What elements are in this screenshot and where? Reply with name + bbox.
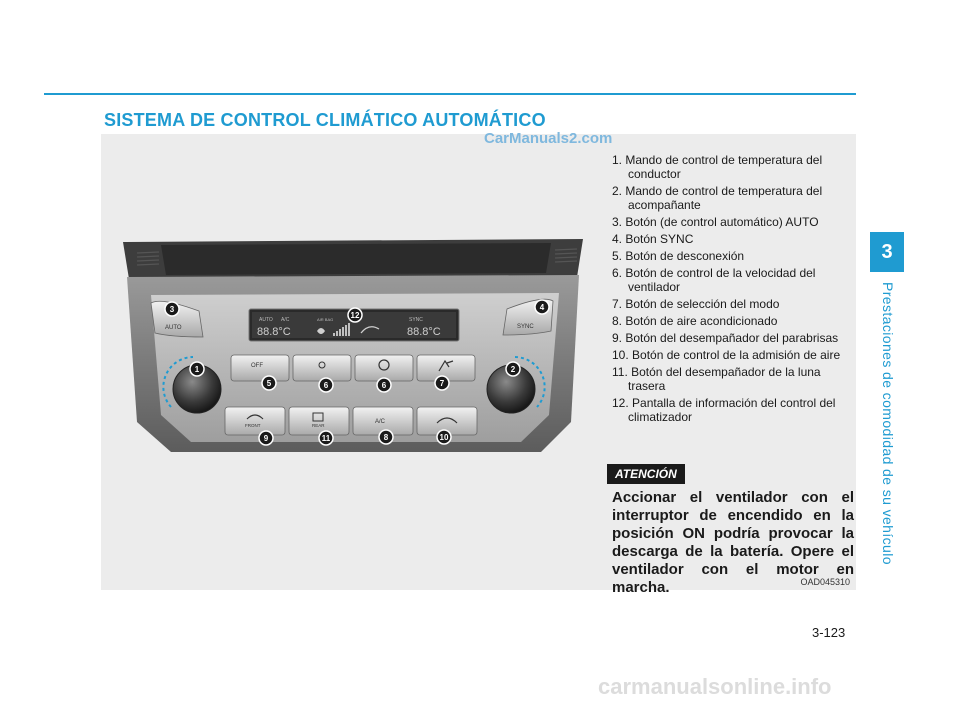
legend-item: 9. Botón del desempañador del parabrisas [612, 331, 839, 345]
legend-item: 7. Botón de selección del modo [612, 297, 780, 311]
svg-text:11: 11 [321, 434, 331, 443]
display-auto-label: AUTO [259, 317, 273, 323]
callout-8 [379, 430, 393, 444]
fan-speed-down-button[interactable] [293, 355, 351, 381]
section-title: SISTEMA DE CONTROL CLIMÁTICO AUTOMÁTICO [104, 110, 546, 130]
caution-text: Accionar el ventilador con el interruptor de encendido en la posición ON podría provocar la descarga de la batería. Opere el ventilador con el motor en marcha. [612, 489, 854, 596]
legend-item: 12. Pantalla de información del control del climatizador [612, 396, 836, 424]
callout-1 [190, 362, 204, 376]
svg-text:6: 6 [323, 381, 329, 390]
svg-text:2: 2 [510, 365, 516, 374]
page-number: 3-123 [812, 625, 846, 640]
svg-text:8: 8 [383, 433, 389, 442]
svg-text:4: 4 [539, 303, 545, 312]
svg-text:12: 12 [350, 311, 360, 320]
svg-text:3: 3 [169, 305, 175, 314]
fan-speed-up-button[interactable] [355, 355, 413, 381]
callout-4 [535, 300, 549, 314]
svg-text:1: 1 [194, 365, 200, 374]
caution-badge: ATENCIÓN [607, 464, 685, 484]
auto-button-label: AUTO [165, 325, 182, 331]
legend-item: 2. Mando de control de temperatura del acompañante [612, 184, 823, 212]
figure-panel [101, 134, 856, 596]
footer-brand[interactable]: carmanualsonline.info [598, 674, 832, 699]
callout-10 [437, 430, 451, 444]
display-temp-right: 88.8°C [407, 326, 441, 338]
callout-6b [377, 378, 391, 392]
callout-9 [259, 431, 273, 445]
svg-text:5: 5 [266, 379, 272, 388]
rear-defrost-button[interactable] [289, 407, 349, 435]
legend-item: 3. Botón (de control automático) AUTO [612, 215, 819, 229]
chapter-label [879, 282, 897, 565]
legend-item: 11. Botón del desempañador de la luna trasera [612, 365, 821, 393]
callout-6a [319, 378, 333, 392]
front-defrost-button[interactable] [225, 407, 285, 435]
legend-item: 1. Mando de control de temperatura del conductor [612, 153, 823, 181]
chapter-tab: 3 [870, 232, 904, 272]
callout-5 [262, 376, 276, 390]
off-button-label: OFF [251, 363, 263, 369]
callout-7 [435, 376, 449, 390]
svg-text:6: 6 [381, 381, 387, 390]
figure-code: OAD045310 [800, 577, 850, 587]
legend-item: 10. Botón de control de la admisión de aire [612, 348, 841, 362]
svg-text:9: 9 [263, 434, 269, 443]
legend-item: 8. Botón de aire acondicionado [612, 314, 778, 328]
off-button[interactable] [231, 355, 289, 381]
callout-12 [348, 308, 362, 322]
component-legend [612, 153, 854, 427]
header-rule [44, 93, 856, 95]
legend-item: 4. Botón SYNC [612, 232, 694, 246]
chapter-title: Prestaciones de comodidad de su vehículo [880, 282, 896, 565]
display-temp-left: 88.8°C [257, 326, 291, 338]
watermark-link[interactable]: CarManuals2.com [484, 130, 613, 147]
sync-button-label: SYNC [517, 324, 534, 330]
callout-2 [506, 362, 520, 376]
display-airbag-label: AIR BAG [317, 317, 334, 322]
rear-defrost-label: REAR [312, 423, 325, 428]
legend-item: 6. Botón de control de la velocidad del ventilador [612, 266, 816, 294]
climate-control-illustration [121, 237, 591, 477]
top-vent-face [161, 243, 551, 275]
front-defrost-label: FRONT [245, 423, 261, 428]
display-ac-label: A/C [281, 317, 290, 323]
callout-3 [165, 302, 179, 316]
svg-text:10: 10 [439, 433, 449, 442]
ac-button-label: A/C [375, 419, 386, 425]
callout-11 [319, 431, 333, 445]
display-sync-label: SYNC [409, 317, 423, 323]
legend-item: 5. Botón de desconexión [612, 249, 745, 263]
svg-text:7: 7 [439, 379, 445, 388]
